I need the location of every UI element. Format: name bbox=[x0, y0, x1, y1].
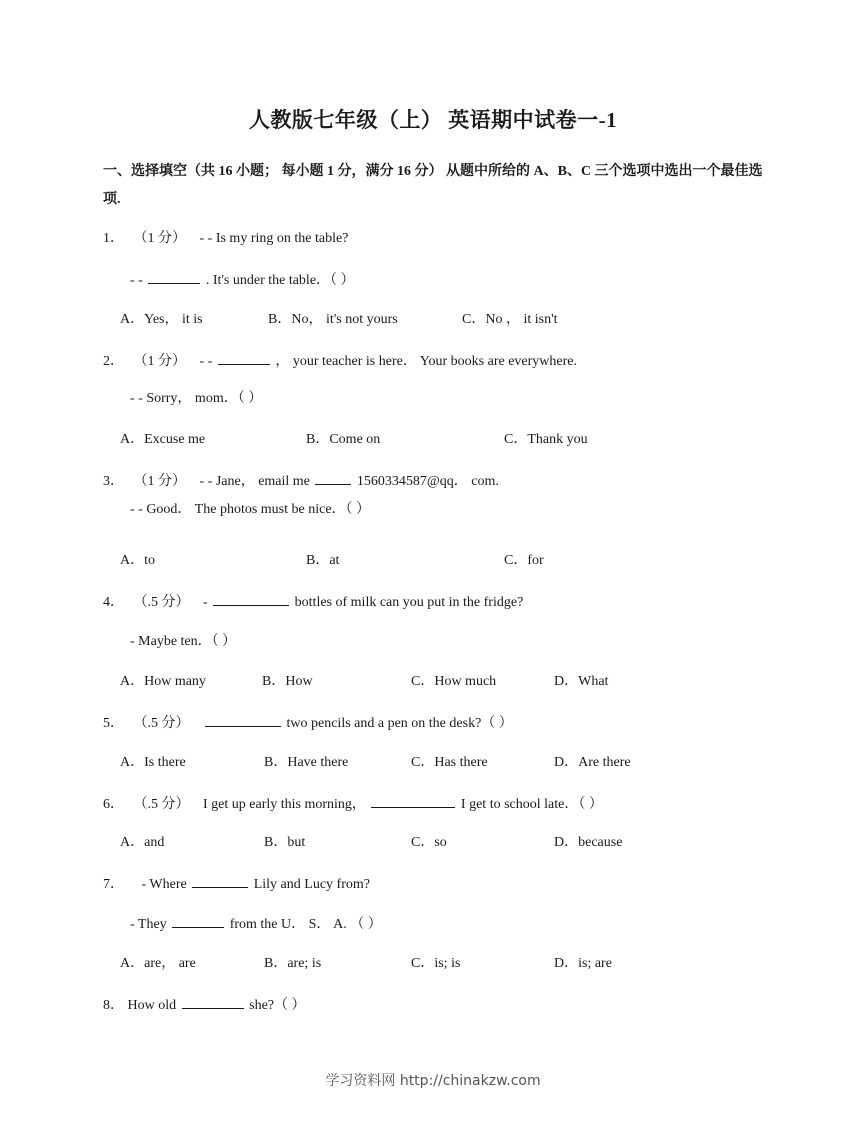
option-a[interactable]: A．Yes， it is bbox=[120, 312, 203, 327]
question-3-stem bbox=[103, 470, 499, 492]
question-text: . It's under the table．（ ） bbox=[205, 273, 355, 288]
answer-blank[interactable] bbox=[192, 873, 248, 888]
answer-blank[interactable] bbox=[205, 712, 281, 727]
question-score: （1 分） bbox=[133, 474, 186, 489]
dialogue-dash: - - bbox=[130, 273, 143, 288]
option-c[interactable]: C．is; is bbox=[411, 956, 461, 971]
question-score: （1 分） bbox=[133, 231, 186, 246]
question-text: Lily and Lucy from? bbox=[253, 877, 370, 892]
question-2-stem bbox=[103, 350, 577, 372]
option-c[interactable]: C．How much bbox=[411, 674, 497, 689]
question-text: from the U． S． A. （ ） bbox=[229, 917, 382, 932]
question-8-stem bbox=[103, 994, 306, 1016]
question-number: 3． bbox=[103, 474, 124, 489]
dialogue-dash: - - bbox=[199, 354, 213, 369]
question-1-stem bbox=[103, 229, 348, 249]
question-text: I get to school late．（ ） bbox=[460, 797, 603, 812]
option-a[interactable]: A．are， are bbox=[120, 956, 196, 971]
question-text: - - Jane， email me bbox=[199, 474, 310, 489]
question-number: 1． bbox=[103, 231, 124, 246]
option-d[interactable]: D．What bbox=[554, 674, 609, 689]
answer-blank[interactable] bbox=[371, 793, 455, 808]
question-score: （1 分） bbox=[133, 354, 186, 369]
option-a[interactable]: A．How many bbox=[120, 674, 206, 689]
question-score: （.5 分） bbox=[133, 595, 190, 610]
question-2-dialogue bbox=[130, 389, 262, 409]
option-c[interactable]: C．for bbox=[504, 553, 544, 568]
option-a[interactable]: A．Excuse me bbox=[120, 432, 206, 447]
option-c[interactable]: C．Thank you bbox=[504, 432, 588, 447]
answer-blank[interactable] bbox=[172, 913, 224, 928]
question-text: - Maybe ten．（ ） bbox=[130, 634, 237, 649]
option-a[interactable]: A．to bbox=[120, 553, 155, 568]
option-c[interactable]: C．Has there bbox=[411, 755, 488, 770]
question-text: - - Sorry， mom．（ ） bbox=[130, 391, 263, 406]
answer-blank[interactable] bbox=[218, 350, 270, 365]
question-text: she?（ ） bbox=[249, 998, 306, 1013]
question-number: 4． bbox=[103, 595, 124, 610]
question-number: 5． bbox=[103, 716, 124, 731]
page-title: 人教版七年级（上） 英语期中试卷一-1 bbox=[248, 108, 618, 132]
dialogue-dash: - bbox=[203, 595, 208, 610]
question-3-dialogue bbox=[130, 500, 370, 520]
option-d[interactable]: D．because bbox=[554, 835, 623, 850]
question-1-dialogue bbox=[130, 269, 355, 291]
option-b[interactable]: B．at bbox=[306, 553, 340, 568]
option-c[interactable]: C．so bbox=[411, 835, 447, 850]
question-text: ， your teacher is here． Your books are everywhere. bbox=[275, 354, 578, 369]
option-a[interactable]: A．and bbox=[120, 835, 165, 850]
section-heading: 一、选择填空（共 16 小题； 每小题 1 分，满分 16 分） 从题中所给的 A、B、C 三个选项中选出一个最佳选项. bbox=[103, 164, 763, 207]
answer-blank[interactable] bbox=[315, 470, 351, 485]
question-text: - - Good． The photos must be nice．（ ） bbox=[130, 502, 371, 517]
question-text: two pencils and a pen on the desk?（ ） bbox=[286, 716, 513, 731]
question-score: （.5 分） bbox=[133, 797, 190, 812]
question-6-stem bbox=[103, 793, 603, 815]
answer-blank[interactable] bbox=[182, 994, 244, 1009]
option-b[interactable]: B．are; is bbox=[264, 956, 322, 971]
option-b[interactable]: B．but bbox=[264, 835, 306, 850]
question-7-dialogue bbox=[130, 913, 382, 935]
question-text: I get up early this morning， bbox=[203, 797, 366, 812]
question-number: 2． bbox=[103, 354, 124, 369]
option-a[interactable]: A．Is there bbox=[120, 755, 186, 770]
question-5-stem bbox=[103, 712, 513, 734]
option-c[interactable]: C．No ， it isn't bbox=[462, 312, 558, 327]
option-d[interactable]: D．is; are bbox=[554, 956, 612, 971]
question-text: - Where bbox=[141, 877, 187, 892]
question-7-stem bbox=[103, 873, 370, 895]
question-number: 7． bbox=[103, 877, 124, 892]
question-number: 6． bbox=[103, 797, 124, 812]
question-text: 1560334587@qq． com. bbox=[356, 474, 499, 489]
question-text: - They bbox=[130, 917, 167, 932]
option-b[interactable]: B．Have there bbox=[264, 755, 349, 770]
option-d[interactable]: D．Are there bbox=[554, 755, 631, 770]
question-4-dialogue bbox=[130, 632, 236, 652]
answer-blank[interactable] bbox=[148, 269, 200, 284]
answer-blank[interactable] bbox=[213, 591, 289, 606]
option-b[interactable]: B．How bbox=[262, 674, 313, 689]
question-number: 8． bbox=[103, 998, 124, 1013]
question-text: - - Is my ring on the table? bbox=[199, 231, 349, 246]
page-footer: 学习资料网 http://chinakzw.com bbox=[325, 1073, 541, 1089]
option-b[interactable]: B．Come on bbox=[306, 432, 381, 447]
question-4-stem bbox=[103, 591, 523, 613]
option-b[interactable]: B．No， it's not yours bbox=[268, 312, 398, 327]
question-text: How old bbox=[127, 998, 177, 1013]
question-score: （.5 分） bbox=[133, 716, 190, 731]
question-text: bottles of milk can you put in the fridge? bbox=[294, 595, 524, 610]
